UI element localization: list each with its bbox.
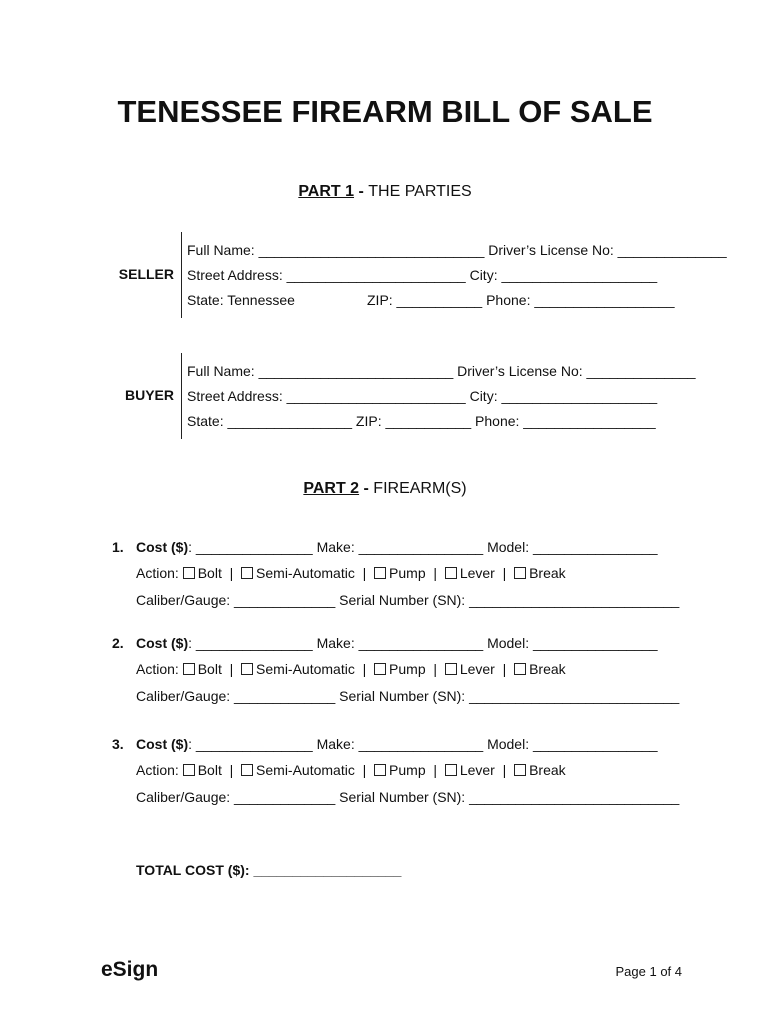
option-separator: | [433, 762, 438, 778]
option-separator: | [502, 762, 507, 778]
action-option-label: Pump [389, 565, 426, 581]
action-option-label: Break [529, 565, 566, 581]
option-separator: | [229, 661, 234, 677]
action-label: Action: [136, 661, 179, 677]
action-option-label: Bolt [197, 565, 222, 581]
action-option-label: Break [529, 661, 566, 677]
option-separator: | [362, 661, 367, 677]
option-separator: | [362, 762, 367, 778]
buyer-section [0, 353, 770, 443]
checkbox-break[interactable] [514, 764, 526, 776]
seller-section [0, 232, 770, 322]
cost-make-model-blanks: : _______________ Make: ________________ Model: ________________ [188, 635, 658, 651]
action-option-label: Semi-Automatic [256, 565, 355, 581]
page-number: Page 1 of 4 [615, 964, 682, 979]
page-title: TENESSEE FIREARM BILL OF SALE [117, 94, 653, 129]
checkbox-break[interactable] [514, 663, 526, 675]
action-option-label: Bolt [197, 762, 222, 778]
checkbox-semi-automatic[interactable] [241, 567, 253, 579]
action-option-label: Lever [459, 565, 495, 581]
seller-label: SELLER [118, 266, 174, 282]
checkbox-pump[interactable] [374, 663, 386, 675]
checkbox-pump[interactable] [374, 764, 386, 776]
firearm-caliber-serial-field[interactable]: Caliber/Gauge: _____________ Serial Number (SN): ___________________________ [136, 688, 680, 704]
checkbox-semi-automatic[interactable] [241, 764, 253, 776]
seller-name-license-field[interactable]: Full Name: _____________________________ Driver’s License No: ______________ [187, 242, 727, 258]
checkbox-break[interactable] [514, 567, 526, 579]
checkbox-lever[interactable] [445, 663, 457, 675]
action-option-label: Pump [389, 762, 426, 778]
option-separator: | [229, 565, 234, 581]
part1-heading [0, 183, 770, 201]
part2-separator: - [359, 480, 374, 497]
part1-separator: - [354, 183, 369, 200]
option-separator: | [229, 762, 234, 778]
checkbox-bolt[interactable] [183, 663, 195, 675]
part1-number: PART 1 [298, 183, 355, 200]
firearm-caliber-serial-field[interactable]: Caliber/Gauge: _____________ Serial Number (SN): ___________________________ [136, 789, 680, 805]
firearm-cost-make-model-field[interactable] [136, 539, 658, 555]
option-separator: | [433, 565, 438, 581]
option-separator: | [433, 661, 438, 677]
seller-zip-phone-field[interactable]: ZIP: ___________ Phone: __________________ [367, 292, 675, 308]
cost-make-model-blanks: : _______________ Make: ________________ Model: ________________ [188, 539, 658, 555]
buyer-state-zip-phone-field[interactable]: State: ________________ ZIP: ___________ Phone: _________________ [187, 413, 656, 429]
action-option-label: Pump [389, 661, 426, 677]
part2-number: PART 2 [303, 480, 360, 497]
action-option-label: Semi-Automatic [256, 762, 355, 778]
seller-divider [181, 232, 182, 318]
checkbox-bolt[interactable] [183, 567, 195, 579]
option-separator: | [502, 565, 507, 581]
cost-label: Cost ($) [136, 635, 189, 651]
checkbox-semi-automatic[interactable] [241, 663, 253, 675]
checkbox-bolt[interactable] [183, 764, 195, 776]
action-option-label: Bolt [197, 661, 222, 677]
cost-make-model-blanks: : _______________ Make: ________________ Model: ________________ [188, 736, 658, 752]
option-separator: | [362, 565, 367, 581]
action-option-label: Break [529, 762, 566, 778]
firearm-cost-make-model-field[interactable] [136, 635, 658, 651]
seller-state-text: State: Tennessee [187, 292, 295, 308]
option-separator: | [502, 661, 507, 677]
cost-label: Cost ($) [136, 736, 189, 752]
part1-title: THE PARTIES [368, 183, 472, 200]
total-cost-field[interactable]: TOTAL COST ($): ___________________ [136, 862, 402, 878]
part2-title: FIREARM(S) [373, 480, 467, 497]
part2-heading [0, 480, 770, 498]
buyer-name-license-field[interactable]: Full Name: _________________________ Driver’s License No: ______________ [187, 363, 696, 379]
checkbox-pump[interactable] [374, 567, 386, 579]
esign-logo: eSign [101, 958, 159, 981]
firearm-number: 2. [112, 635, 124, 651]
action-option-label: Semi-Automatic [256, 661, 355, 677]
firearm-number: 3. [112, 736, 124, 752]
action-label: Action: [136, 565, 179, 581]
firearm-action-row [136, 762, 566, 778]
firearm-number: 1. [112, 539, 124, 555]
firearm-caliber-serial-field[interactable]: Caliber/Gauge: _____________ Serial Number (SN): ___________________________ [136, 592, 680, 608]
firearm-cost-make-model-field[interactable] [136, 736, 658, 752]
checkbox-lever[interactable] [445, 567, 457, 579]
firearm-action-row [136, 661, 566, 677]
checkbox-lever[interactable] [445, 764, 457, 776]
action-option-label: Lever [459, 762, 495, 778]
buyer-address-city-field[interactable]: Street Address: _______________________ City: ____________________ [187, 388, 658, 404]
buyer-divider [181, 353, 182, 439]
firearm-action-row [136, 565, 566, 581]
seller-address-city-field[interactable]: Street Address: _______________________ City: ____________________ [187, 267, 658, 283]
buyer-label: BUYER [124, 387, 174, 403]
action-option-label: Lever [459, 661, 495, 677]
cost-label: Cost ($) [136, 539, 189, 555]
action-label: Action: [136, 762, 179, 778]
